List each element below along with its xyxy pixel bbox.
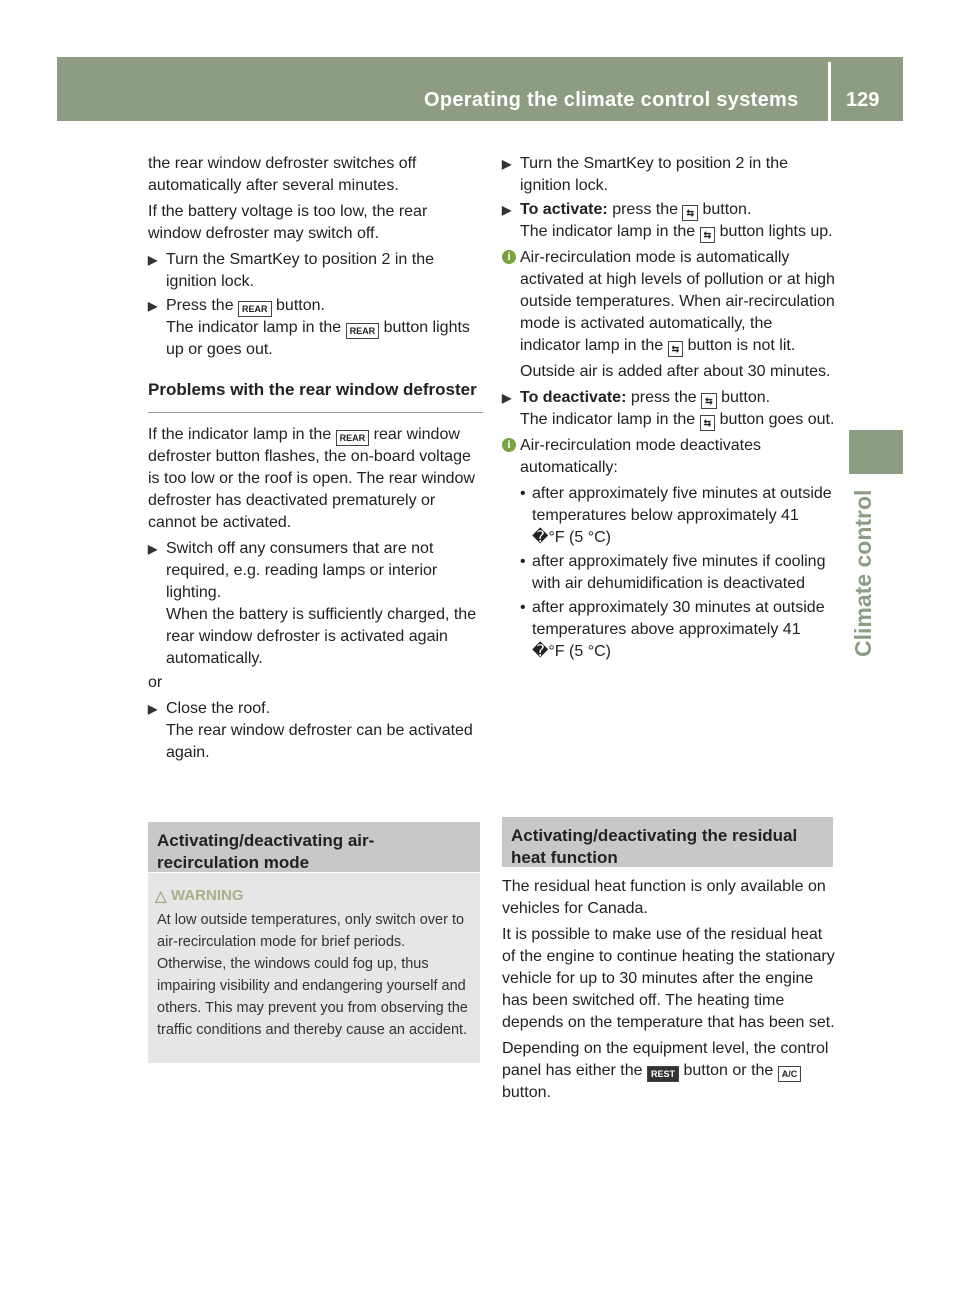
instruction-step: ▶ Press the REAR button. The indicator lamp in the REAR button lights up or goes out. [148,295,483,361]
arrow-icon: ▶ [502,157,512,171]
recirculation-button-icon: ⇆ [668,341,684,357]
recirculation-button-icon: ⇆ [701,393,717,409]
arrow-icon: ▶ [502,391,512,405]
recirculation-button-icon: ⇆ [700,415,716,431]
instruction-step: ▶ To deactivate: press the ⇆ button. The indicator lamp in the ⇆ button goes out. [502,387,835,431]
ac-rest-button-icon: A/C [778,1066,802,1082]
residual-heat-section [502,876,835,1108]
warning-title: △ WARNING [157,885,471,907]
paragraph-or: or [148,674,163,691]
arrow-icon: ▶ [148,299,158,313]
recirculation-button-icon: ⇆ [700,227,716,243]
info-icon: i [502,438,516,452]
paragraph: If the battery voltage is too low, the rear window defroster may switch off. [148,203,428,242]
info-icon: i [502,250,516,264]
section-heading: Activating/deactivating air-recirculation mode [148,822,480,872]
arrow-icon: ▶ [148,702,158,716]
step-result: When the battery is sufficiently charged, the rear window defroster is activated again automatically. [166,606,477,667]
instruction-step: ▶ To activate: press the ⇆ button. The indicator lamp in the ⇆ button lights up. [502,199,835,243]
paragraph: The residual heat function is only available on vehicles for Canada. [502,878,826,917]
rest-button-icon: REST [647,1066,679,1082]
step-result: The indicator lamp in the ⇆ button lights up. [520,221,835,243]
arrow-icon: ▶ [502,203,512,217]
paragraph: If the indicator lamp in the REAR rear window defroster button flashes, the on-board voltage is too low or the roof is open. The rear window defroster has deactivated prematurely or cannot be activated. [148,426,475,531]
arrow-icon: ▶ [148,542,158,556]
step-result: The indicator lamp in the REAR button lights up or goes out. [166,319,470,358]
warning-triangle-icon: △ [155,888,167,905]
instruction-step: ▶ Close the roof. The rear window defroster can be activated again. [148,698,483,764]
section-side-label: Climate control [850,489,876,657]
page-title: Operating the climate control systems [424,89,799,111]
info-note: i Air-recirculation mode is automatically activated at high levels of pollution or at high outside temperatures. When air-recirculation mode is activated automatically, the indicator lamp in the ⇆ button is not lit. Outside air is added after about 30 minutes. [502,247,835,383]
recirculation-button-icon: ⇆ [682,205,698,221]
arrow-icon: ▶ [148,253,158,267]
warning-text: At low outside temperatures, only switch over to air-recirculation mode for brief periods. Otherwise, the windows could fog up, thus impairing visibility and endangering yourself and others. This may prevent you from observing the traffic conditions and thereby cause an accident. [157,912,468,1038]
paragraph: It is possible to make use of the residual heat of the engine to continue heating the stationary vehicle for up to 30 minutes after the engine has been switched off. The heating time depends on the temperature that has been set. [502,926,835,1031]
subheading: Problems with the rear window defroster [148,379,483,413]
warning-box [148,873,480,1063]
paragraph: Depending on the equipment level, the control panel has either the REST button or the A/C button. [502,1040,829,1101]
instruction-step: ▶ Turn the SmartKey to position 2 in the ignition lock. [148,251,434,290]
step-result: The rear window defroster can be activated again. [166,722,473,761]
rear-defrost-button-icon: REAR [238,301,272,317]
paragraph: the rear window defroster switches off automatically after several minutes. [148,155,417,194]
left-column [148,153,483,766]
list-item: • after approximately five minutes if cooling with air dehumidification is deactivated [520,553,826,592]
list-item: • after approximately 30 minutes at outside temperatures above approximately 41 �°F (5 °C) [520,599,825,660]
instruction-step: ▶ Turn the SmartKey to position 2 in the ignition lock. [502,155,788,194]
side-tab-marker [849,430,903,474]
instruction-step: ▶ Switch off any consumers that are not required, e.g. reading lamps or interior lighting. When the battery is sufficiently charged, the rear window defroster is activated again automatically. [148,538,483,670]
step-result: The indicator lamp in the ⇆ button goes out. [520,409,835,431]
header-separator [828,62,831,121]
info-note: i Air-recirculation mode deactivates automatically: [502,435,835,479]
list-item: • after approximately five minutes at outside temperatures below approximately 41 �°F (5 °C) [520,485,832,546]
rear-defrost-button-icon: REAR [346,323,380,339]
page-number: 129 [846,89,880,111]
rear-defrost-button-icon: REAR [336,430,370,446]
section-heading: Activating/deactivating the residual heat function [502,817,833,867]
right-column [502,153,835,663]
